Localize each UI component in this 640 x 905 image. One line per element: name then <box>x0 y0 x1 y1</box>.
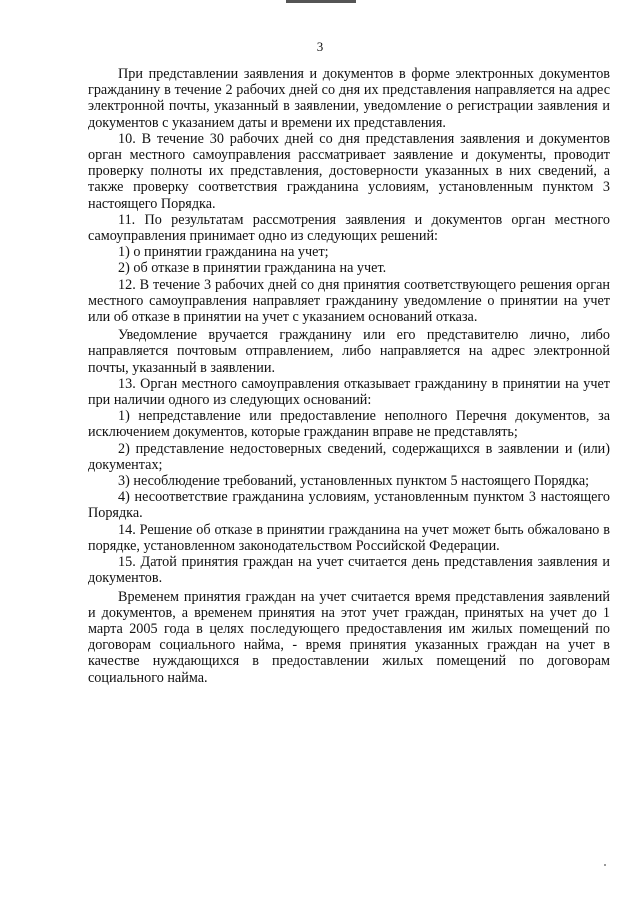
list-item-ground-3: 3) несоблюдение требований, установленных пунктом 5 настоящего Порядка; <box>118 473 590 490</box>
scan-speck <box>604 864 606 866</box>
list-item-ground-2: 2) представление недостоверных сведений, содержащихся в заявлении и (или) документах; <box>88 440 610 473</box>
paragraph-item-12: 12. В течение 3 рабочих дней со дня принятия соответствующего решения орган местного самоуправления направляет гражданину уведомление о принятии на учет или об отказе в принятии на учет с указанием оснований отказа. <box>88 276 610 326</box>
top-edge-line <box>286 0 356 3</box>
list-item-decision-accept: 1) о принятии гражданина на учет; <box>118 244 329 261</box>
page-number: 3 <box>316 39 324 54</box>
paragraph-notification-delivery: Уведомление вручается гражданину или его представителю лично, либо направляется почтовым отправлением, либо направляется на адрес электронной почты, указанный в заявлении. <box>88 327 610 376</box>
paragraph-item-13: 13. Орган местного самоуправления отказывает гражданину в принятии на учет при наличии одного из следующих оснований: <box>88 375 610 409</box>
paragraph-registration-time: Временем принятия граждан на учет считается время представления заявлений и документов, а временем принятия на этот учет граждан, принятых на учет до 1 марта 2005 года в целях последующего предоставления им жилых помещений по договорам социального найма, - время принятия указанных граждан на учет в качестве нуждающихся в предоставлении жилых помещений по договорам социального найма. <box>88 588 610 686</box>
list-item-ground-1: 1) непредставление или предоставление неполного Перечня документов, за исключением документов, которые гражданин вправе не представлять; <box>88 408 610 441</box>
list-item-decision-refuse: 2) об отказе в принятии гражданина на учет. <box>118 260 387 277</box>
document-body <box>88 66 610 686</box>
paragraph-item-10: 10. В течение 30 рабочих дней со дня представления заявления и документов орган местного самоуправления рассматривает заявление и документы, проводит проверку полноты их представления, достоверности указанных в них сведений, а также проверку соответствия гражданина условиям, установленным пунктом 3 настоящего Порядка. <box>88 130 610 212</box>
paragraph-electronic-submission: При представлении заявления и документов в форме электронных документов гражданину в течение 2 рабочих дней со дня их представления направляется на адрес электронной почты, указанный в заявлении, уведомление о регистрации заявления и документов с указанием даты и времени их представления. <box>88 66 610 131</box>
paragraph-item-14: 14. Решение об отказе в принятии гражданина на учет может быть обжаловано в порядке, установленном законодательством Российской Федерации. <box>88 521 610 554</box>
list-item-ground-4: 4) несоответствие гражданина условиям, установленным пунктом 3 настоящего Порядка. <box>88 489 610 522</box>
paragraph-item-11: 11. По результатам рассмотрения заявления и документов орган местного самоуправления принимает одно из следующих решений: <box>88 211 610 245</box>
paragraph-item-15: 15. Датой принятия граждан на учет считается день представления заявления и документов. <box>88 554 610 587</box>
